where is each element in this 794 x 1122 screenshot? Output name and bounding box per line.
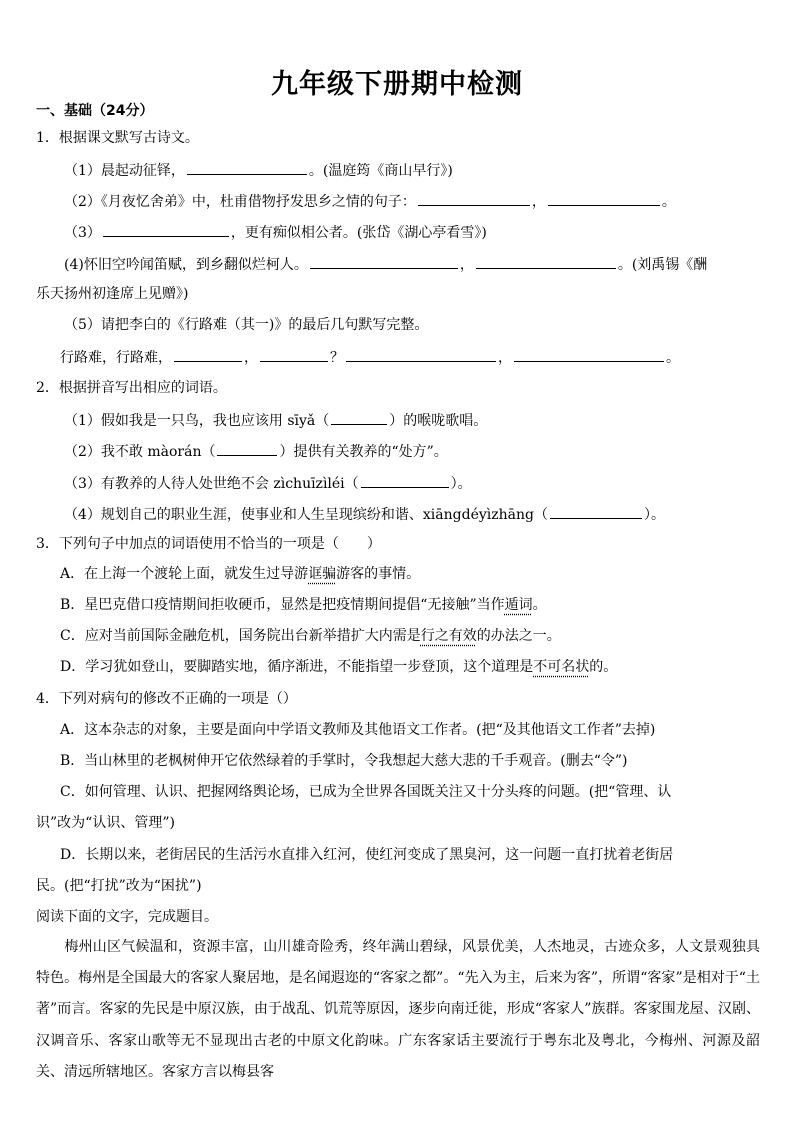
q2-item-1 xyxy=(64,409,487,431)
reading-passage: 梅州山区气候温和，资源丰富，山川雄奇险秀，终年满山碧绿，风景优美，人杰地灵，古迹众多，人文景观独具特色。梅州是全国最大的客家人聚居地，是名闻遐迩的“客家之都”。“先入为主，后来为客”，所谓“客家”是相对于“土著”而言。客家的先民是中原汉族，由于战乱、饥荒等原因，逐步向南迁徙，形成“客家人”族群。客家围龙屋、汉剧、汉调音乐、客家山歌等无不显现出古老的中原文化韵味。广东客家话主要流行于粤东北及粤北，今梅州、河源及韶关、清远所辖地区。客家方言以梅县客 xyxy=(36,939,760,1080)
answer-blank[interactable] xyxy=(331,409,387,425)
q1-item-3 xyxy=(64,221,487,243)
dotted-word: 遁词 xyxy=(504,597,533,613)
q4-option-a: A．这本杂志的对象，主要是面向中学语文教师及其他语文工作者。(把“及其他语文工作者”去掉) xyxy=(60,722,656,738)
answer-blank[interactable] xyxy=(187,159,307,175)
q3-option-d-tail: 的。 xyxy=(589,659,618,675)
dotted-word: 行之有效 xyxy=(420,628,477,644)
answer-blank[interactable] xyxy=(174,346,242,362)
q1-item-5-question: ？ xyxy=(330,350,344,366)
question-1-stem: 1．根据课文默写古诗文。 xyxy=(36,130,199,146)
q3-option-b xyxy=(60,595,547,615)
question-2-stem: 2．根据拼音写出相应的词语。 xyxy=(36,380,227,396)
q1-item-5-comma2: ， xyxy=(498,350,512,366)
q4-option-d-cont: 民。(把“打扰”改为“困扰”) xyxy=(36,878,202,894)
q4-option-c: C．如何管理、认识、把握网络舆论场，已成为全世界各国既关注又十分头疼的问题。(把“管理、认 xyxy=(60,784,672,800)
q1-item-1 xyxy=(64,159,453,181)
q1-item-5-line xyxy=(60,346,680,368)
q2-item-3 xyxy=(64,472,472,494)
answer-blank[interactable] xyxy=(418,190,530,206)
answer-blank[interactable] xyxy=(310,253,458,269)
q1-item-4-text: (4)怀旧空吟闻笛赋，到乡翻似烂柯人。 xyxy=(64,257,308,273)
q1-item-1-source: 。(温庭筠《商山早行》) xyxy=(308,163,453,179)
q3-option-d-text: D．学习犹如登山，要脚踏实地，循序渐进，不能指望一步登顶，这个道理是 xyxy=(60,659,534,675)
q1-item-5-period: 。 xyxy=(666,350,680,366)
section-heading: 一、基础（24分） xyxy=(36,103,154,119)
question-4-stem: 4．下列对病句的修改不正确的一项是（） xyxy=(36,691,297,707)
q4-option-d: D．长期以来，老街居民的生活污水直排入红河，使红河变成了黑臭河，这一问题一直打扰着老街居 xyxy=(60,847,674,863)
q1-item-5: （5）请把李白的《行路难（其一)》的最后几句默写完整。 xyxy=(64,317,429,333)
q3-option-b-tail: 。 xyxy=(532,597,547,613)
answer-blank[interactable] xyxy=(548,190,660,206)
answer-blank[interactable] xyxy=(476,253,616,269)
q1-item-3-text: ，更有痴似相公者。(张岱《湖心亭看雪》) xyxy=(230,225,487,241)
answer-blank[interactable] xyxy=(103,221,229,237)
q2-item-2-tail: ）提供有关教养的“处方”。 xyxy=(279,444,448,460)
q2-item-1-tail: ）的喉咙歌唱。 xyxy=(389,413,488,429)
q3-option-c-tail: 的办法之一。 xyxy=(476,628,561,644)
q1-item-2-period: 。 xyxy=(661,194,676,210)
answer-blank[interactable] xyxy=(550,503,642,519)
answer-blank[interactable] xyxy=(346,346,496,362)
q2-item-2 xyxy=(64,440,448,462)
q3-option-c-text: C．应对当前国际金融危机，国务院出台新举措扩大内需是 xyxy=(60,628,421,644)
page-title: 九年级下册期中检测 xyxy=(271,69,523,100)
q1-item-2-comma: ， xyxy=(531,194,546,210)
q1-item-4-source: 。(刘禹锡《酬 xyxy=(617,257,708,273)
q3-option-a-text: A．在上海一个渡轮上面，就发生过导游 xyxy=(60,566,309,582)
q3-option-d xyxy=(60,657,617,677)
q1-item-2 xyxy=(64,190,676,212)
question-3-stem: 3．下列句子中加点的词语使用不恰当的一项是（ ） xyxy=(36,536,381,552)
q1-item-4-comma: ， xyxy=(459,257,474,273)
q4-option-b: B．当山林里的老枫树伸开它依然绿着的手掌时，令我想起大慈大悲的千手观音。(删去“令”) xyxy=(60,753,628,769)
q1-item-4 xyxy=(64,253,707,275)
q3-option-b-text: B．星巴克借口疫情期间拒收硬币，显然是把疫情期间提倡“无接触”当作 xyxy=(60,597,505,613)
answer-blank[interactable] xyxy=(260,346,328,362)
answer-blank[interactable] xyxy=(217,440,277,456)
answer-blank[interactable] xyxy=(361,472,449,488)
q2-item-4 xyxy=(64,503,665,525)
q1-item-5-prefix: 行路难，行路难， xyxy=(60,350,172,366)
dotted-word: 诓骗 xyxy=(308,566,337,582)
q1-item-5-comma: ， xyxy=(244,350,258,366)
q1-item-2-text: （2）《月夜忆舍弟》中，杜甫借物抒发思乡之情的句子： xyxy=(64,194,416,210)
q2-item-4-text: （4）规划自己的职业生涯，使事业和人生呈现缤纷和谐、xiāngdéyìzhāng（ xyxy=(64,507,548,523)
q2-item-1-text: （1）假如我是一只鸟，我也应该用 sīyǎ（ xyxy=(64,413,330,429)
q2-item-3-tail: ）。 xyxy=(450,476,472,492)
q4-option-c-cont: 识”改为“认识、管理”) xyxy=(36,815,175,831)
reading-intro: 阅读下面的文字，完成题目。 xyxy=(36,909,218,925)
q3-option-a xyxy=(60,564,420,584)
q1-item-3-number: （3） xyxy=(64,225,101,241)
q2-item-4-tail: ）。 xyxy=(643,507,665,523)
q3-option-c xyxy=(60,626,561,646)
q2-item-2-text: （2）我不敢 màorán（ xyxy=(64,444,216,460)
q1-item-4-source-cont: 乐天扬州初逢席上见赠》) xyxy=(36,286,189,302)
dotted-word: 不可名状 xyxy=(533,659,590,675)
q3-option-a-tail: 游客的事情。 xyxy=(336,566,421,582)
q1-item-1-text: （1）晨起动征铎， xyxy=(64,163,185,179)
answer-blank[interactable] xyxy=(514,346,664,362)
q2-item-3-text: （3）有教养的人待人处世绝不会 zìchuīzìléi（ xyxy=(64,476,359,492)
